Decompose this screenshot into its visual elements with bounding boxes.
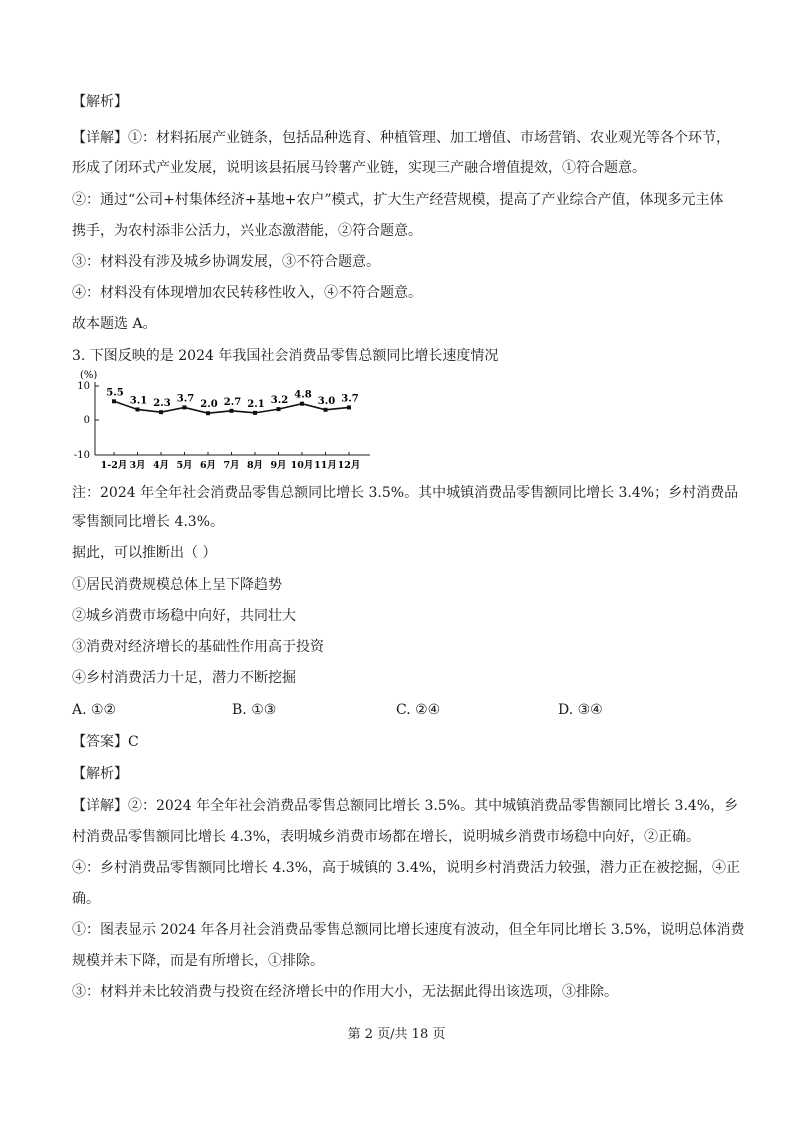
data-point: [136, 407, 140, 411]
data-label: 5.5: [106, 387, 124, 399]
option-d: D. ③④: [558, 702, 603, 718]
analysis-detail-line: 村消费品零售额同比增长 4.3%，表明城乡消费市场都在增长，说明城乡消费市场稳中向好，②正确。: [72, 829, 701, 845]
x-tick-label: 7月: [223, 460, 240, 471]
growth-line-chart: [70, 368, 380, 473]
data-label: 3.2: [270, 395, 289, 407]
analysis-header: 【解析】: [72, 94, 128, 110]
option-a: A. ①②: [72, 702, 117, 718]
data-label: 2.0: [200, 399, 218, 411]
statement-item: ①居民消费规模总体上呈下降趋势: [72, 577, 282, 593]
data-point: [183, 405, 187, 409]
x-tick-label: 8月: [246, 460, 264, 471]
data-point: [230, 409, 234, 413]
analysis-detail-line: 携手，为农村添非公活力，兴业态激潜能，②符合题意。: [72, 223, 422, 239]
data-point: [159, 410, 163, 414]
y-unit-label: (%): [80, 370, 98, 381]
x-tick-label: 6月: [199, 460, 217, 471]
data-point: [206, 411, 210, 415]
analysis-detail-line: ④：乡村消费品零售额同比增长 4.3%，高于城镇的 3.4%，说明乡村消费活力较强，潜力正在被挖掘，④正: [72, 860, 741, 876]
question-note-line: 零售额同比增长 4.3%。: [72, 514, 225, 530]
statement-item: ③消费对经济增长的基础性作用高于投资: [72, 639, 324, 655]
question-note-line: 注：2024 年全年社会消费品零售总额同比增长 3.5%。其中城镇消费品零售额同比增长 3.4%；乡村消费品: [72, 485, 739, 501]
data-label: 2.3: [153, 398, 171, 410]
analysis-detail-line: ①：图表显示 2024 年各月社会消费品零售总额同比增长速度有波动，但全年同比增长 3.5%，说明总体消费: [72, 922, 745, 938]
data-point: [112, 399, 116, 403]
analysis-detail-line: ②：通过“公司+村集体经济+基地+农户”模式，扩大生产经营规模，提高了产业综合产值，体现多元主体: [72, 192, 724, 208]
data-label: 3.7: [341, 393, 359, 405]
x-tick-label: 3月: [129, 460, 146, 471]
data-label: 2.1: [247, 398, 265, 410]
x-tick-label: 4月: [152, 460, 170, 471]
statement-item: ④乡村消费活力十足，潜力不断挖掘: [72, 670, 296, 686]
data-point: [253, 411, 257, 415]
answer-line: 【答案】C: [72, 734, 139, 750]
analysis-detail-line: 形成了闭环式产业发展，说明该县拓展马铃薯产业链，实现三产融合增值提效，①符合题意。: [72, 160, 646, 176]
option-c: C. ②④: [396, 702, 441, 718]
x-tick-label: 10月: [290, 460, 314, 471]
x-tick-label: 11月: [314, 460, 337, 471]
data-point: [324, 408, 328, 412]
analysis-detail-line: 确。: [72, 891, 100, 907]
page-number: 第 2 页/共 18 页: [347, 1027, 446, 1042]
x-tick-label: 9月: [270, 460, 287, 471]
analysis-detail-line: 规模并未下降，而是有所增长，①排除。: [72, 953, 324, 969]
analysis-conclusion: 故本题选 A。: [72, 316, 157, 332]
analysis-detail-line: ④：材料没有体现增加农民转移性收入，④不符合题意。: [72, 285, 422, 301]
data-label: 4.8: [294, 389, 312, 401]
y-tick-label: 10: [77, 381, 90, 392]
data-label: 3.1: [129, 395, 148, 407]
x-tick-label: 12月: [337, 460, 361, 471]
analysis-detail-line: ③：材料没有涉及城乡协调发展，③不符合题意。: [72, 254, 380, 270]
x-tick-label: 1-2月: [100, 460, 128, 471]
y-tick-label: 0: [83, 415, 90, 426]
data-point: [347, 405, 351, 409]
analysis-header: 【解析】: [72, 766, 128, 782]
x-tick-label: 5月: [176, 460, 193, 471]
analysis-detail-line: 【详解】②：2024 年全年社会消费品零售总额同比增长 3.5%。其中城镇消费品零售额同比增长 3.4%，乡: [72, 798, 739, 814]
data-point: [277, 407, 281, 411]
question-title: 3. 下图反映的是 2024 年我国社会消费品零售总额同比增长速度情况: [72, 348, 499, 364]
option-b: B. ①③: [232, 702, 277, 718]
analysis-detail-line: 【详解】①：材料拓展产业链条，包括品种选育、种植管理、加工增值、市场营销、农业观光等各个环节，: [72, 130, 730, 146]
data-point: [300, 402, 304, 406]
data-label: 3.0: [317, 395, 336, 407]
data-label: 2.7: [223, 396, 242, 408]
data-label: 3.7: [176, 393, 195, 405]
analysis-detail-line: ③：材料并未比较消费与投资在经济增长中的作用大小，无法据此得出该选项，③排除。: [72, 984, 618, 1000]
question-prompt: 据此，可以推断出（ ）: [72, 545, 217, 561]
statement-item: ②城乡消费市场稳中向好，共同壮大: [72, 608, 296, 624]
y-tick-label: -10: [73, 450, 90, 461]
